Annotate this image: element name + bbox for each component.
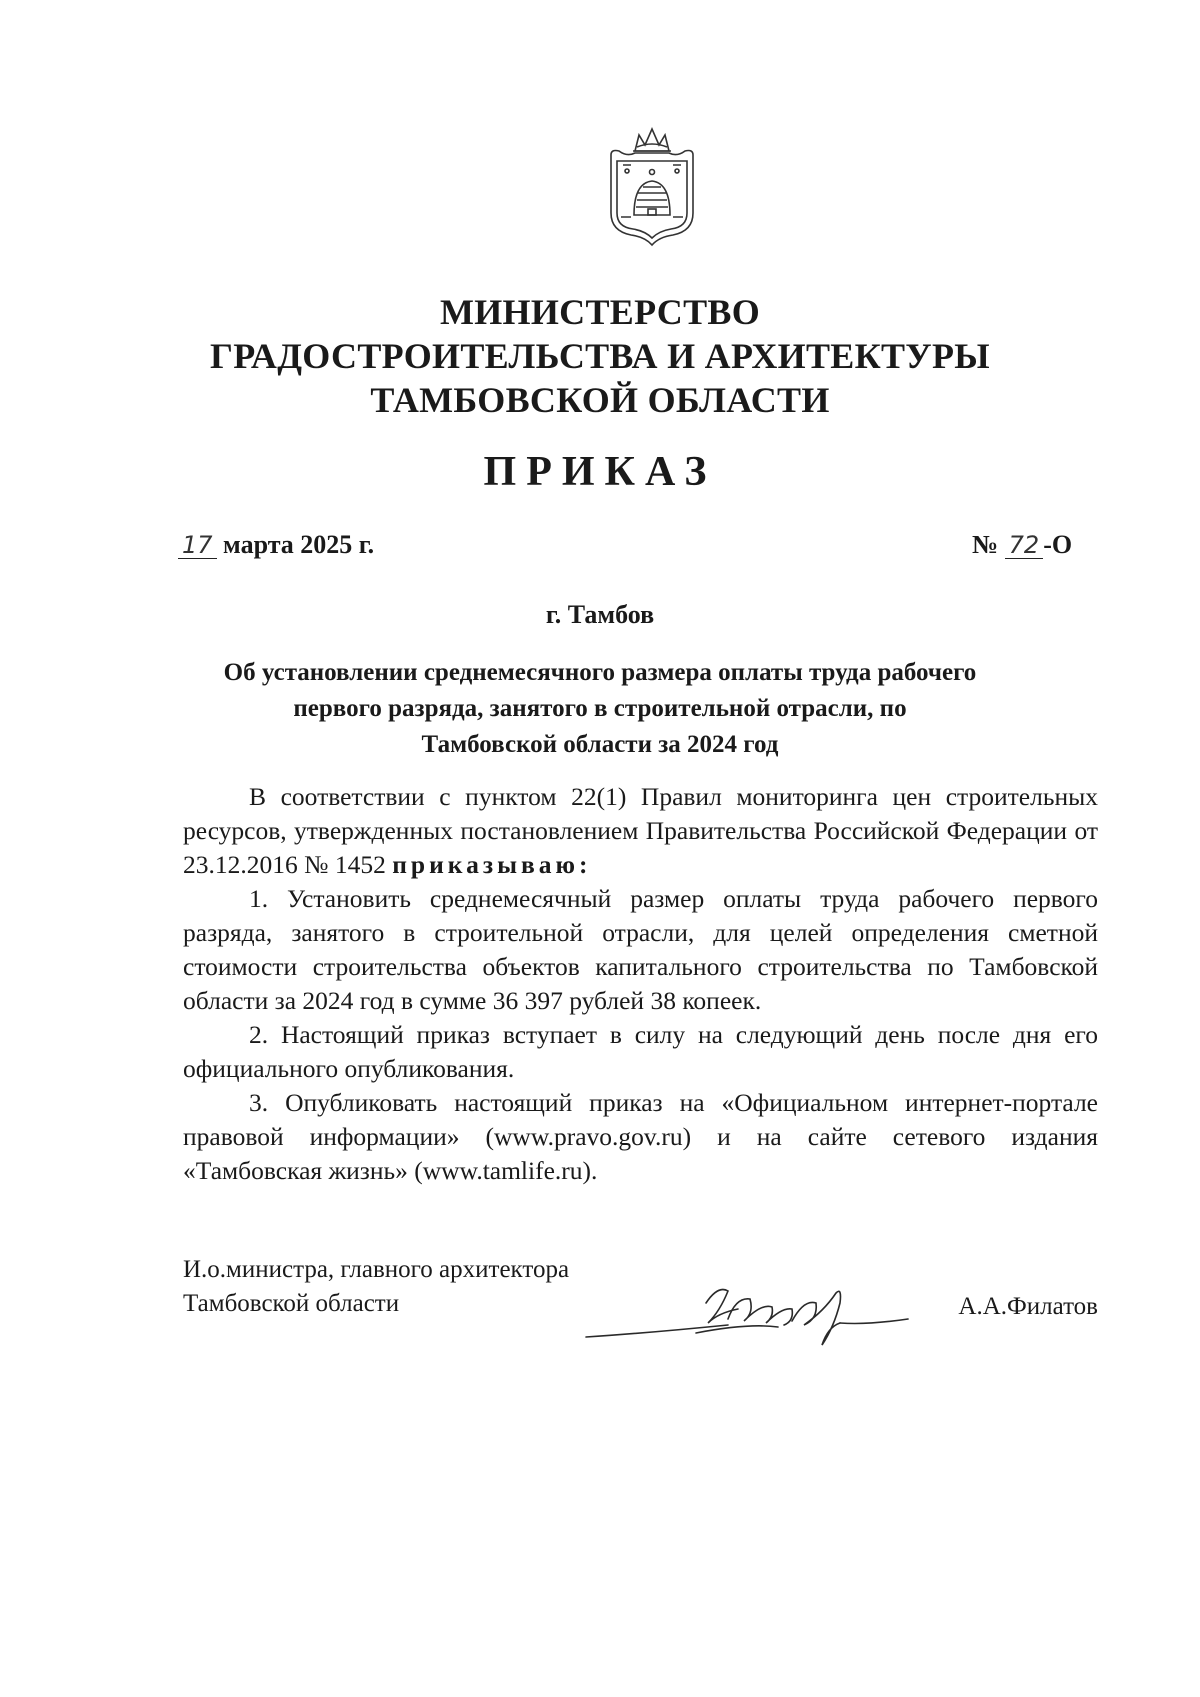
number-handwritten: 72 [1005,532,1044,559]
signatory-position-line-1: И.о.министра, главного архитектора [183,1256,570,1283]
subject-line-1: Об установлении среднемесячного размера оплаты труда рабочего [223,659,977,686]
preamble-command: приказываю: [392,850,592,879]
date-day-handwritten: 17 [178,532,217,559]
order-date [178,530,374,560]
signatory-position-line-2: Тамбовской области [183,1290,400,1317]
order-item-3: 3. Опубликовать настоящий приказ на «Официальном интернет-портале правовой информации» (www.pravo.gov.ru) и на сайте сетевого издания «Тамбовская жизнь» (www.tamlife.ru). [183,1088,1098,1185]
subject-line-3: Тамбовской области за 2024 год [421,731,779,758]
ministry-line-1: МИНИСТЕРСТВО [439,292,761,332]
ministry-line-2: ГРАДОСТРОИТЕЛЬСТВА И АРХИТЕКТУРЫ [210,336,990,376]
preamble-paragraph [183,780,1098,882]
order-city: г. Тамбов [545,600,655,629]
order-item-2: 2. Настоящий приказ вступает в силу на следующий день после дня его официального опубликования. [183,1020,1098,1083]
handwritten-signature [578,1263,918,1353]
order-subject [200,655,1000,763]
preamble-text: В соответствии с пунктом 22(1) Правил мониторинга цен строительных ресурсов, утвержденных постановлением Правительства Российской Федерации от 23.12.2016 № 1452 [183,782,1098,879]
number-suffix: -О [1043,530,1073,559]
coat-of-arms-icon [597,121,707,247]
signatory-name: А.А.Филатов [958,1293,1098,1320]
number-prefix: № [972,530,1005,559]
signatory-position [183,1253,569,1321]
date-month-year: марта 2025 г. [216,530,375,559]
subject-line-2: первого разряда, занятого в строительной отрасли, по [293,695,907,722]
ministry-line-3: ТАМБОВСКОЙ ОБЛАСТИ [370,380,830,420]
ministry-name [150,290,1050,422]
order-title: ПРИКАЗ [483,449,717,495]
order-number [972,530,1072,560]
order-body [183,780,1098,1188]
order-item-1: 1. Установить среднемесячный размер оплаты труда рабочего первого разряда, занятого в строительной отрасли, для целей определения сметной стоимости строительства объектов капитального строительства по Тамбовской области за 2024 год в сумме 36 397 рублей 38 копеек. [183,884,1098,1015]
signature-block [183,1253,1098,1333]
